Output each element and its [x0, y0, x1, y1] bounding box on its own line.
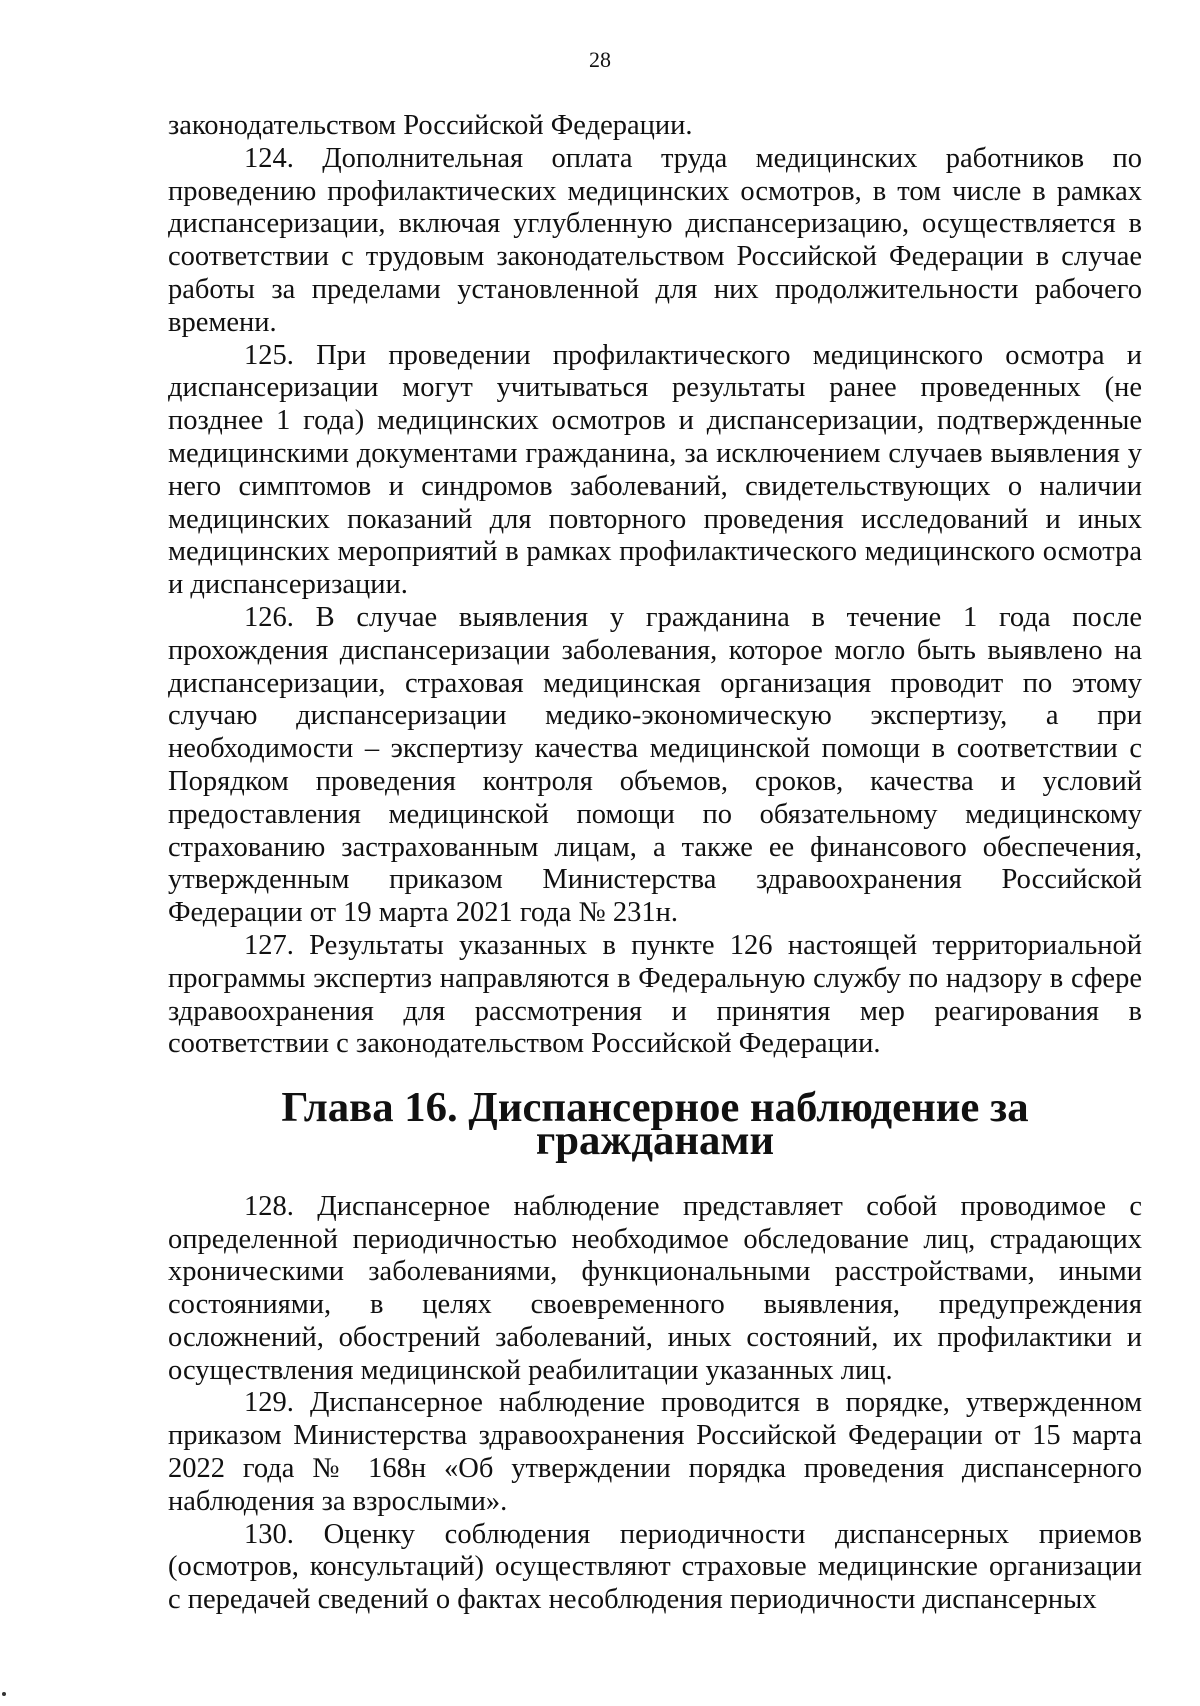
paragraph-124: 124. Дополнительная оплата труда медицинских работников по проведению профилактических медицинских осмотров, в том числе в рамках диспансеризации, включая углубленную диспансеризацию, осуществляется в соответствии с трудовым законодательством Российской Федерации в случае работы за пределами установленной для них продолжительности рабочего времени. [168, 142, 1142, 338]
paragraph-continuation: законодательством Российской Федерации. [168, 110, 693, 141]
paragraph-126: 126. В случае выявления у гражданина в течение 1 года после прохождения диспансеризации заболевания, которое могло быть выявлено на диспансеризации, страховая медицинская организация проводит по этому случаю диспансеризации медико-экономическую экспертизу, а при необходимости – экспертизу качества медицинской помощи в соответствии с Порядком проведения контроля объемов, сроков, качества и условий предоставления медицинской помощи по обязательному медицинскому страхованию застрахованным лицам, а также ее финансового обеспечения, утвержденным приказом Министерства здравоохранения Российской Федерации от 19 марта 2021 года № 231н. [168, 601, 1142, 929]
document-body [168, 110, 1142, 1617]
paragraph-130: 130. Оценку соблюдения периодичности диспансерных приемов (осмотров, консультаций) осуществляют страховые медицинские организации с передачей сведений о фактах несоблюдения периодичности диспансерных [168, 1518, 1142, 1616]
page-number: 28 [589, 47, 611, 72]
paragraph-127: 127. Результаты указанных в пункте 126 настоящей территориальной программы экспертиз направляются в Федеральную службу по надзору в сфере здравоохранения для рассмотрения и принятия мер реагирования в соответствии с законодательством Российской Федерации. [168, 929, 1142, 1060]
scan-artifact-dot [2, 1692, 6, 1696]
paragraph-128: 128. Диспансерное наблюдение представляет собой проводимое с определенной периодичностью необходимое обследование лиц, страдающих хроническими заболеваниями, функциональными расстройствами, иными состояниями, в целях своевременного выявления, предупреждения осложнений, обострений заболеваний, иных состояний, их профилактики и осуществления медицинской реабилитации указанных лиц. [168, 1190, 1142, 1386]
paragraph-129: 129. Диспансерное наблюдение проводится в порядке, утвержденном приказом Министерства здравоохранения Российской Федерации от 15 марта 2022 года № 168н «Об утверждении порядка проведения диспансерного наблюдения за взрослыми». [168, 1387, 1142, 1517]
chapter-heading: Глава 16. Диспансерное наблюдение за гражданами [281, 1084, 1029, 1164]
paragraph-125: 125. При проведении профилактического медицинского осмотра и диспансеризации могут учитываться результаты ранее проведенных (не позднее 1 года) медицинских осмотров и диспансеризации, подтвержденные медицинскими документами гражданина, за исключением случаев выявления у него симптомов и синдромов заболеваний, свидетельствующих о наличии медицинских показаний для повторного проведения исследований и иных медицинских мероприятий в рамках профилактического медицинского осмотра и диспансеризации. [168, 339, 1142, 601]
